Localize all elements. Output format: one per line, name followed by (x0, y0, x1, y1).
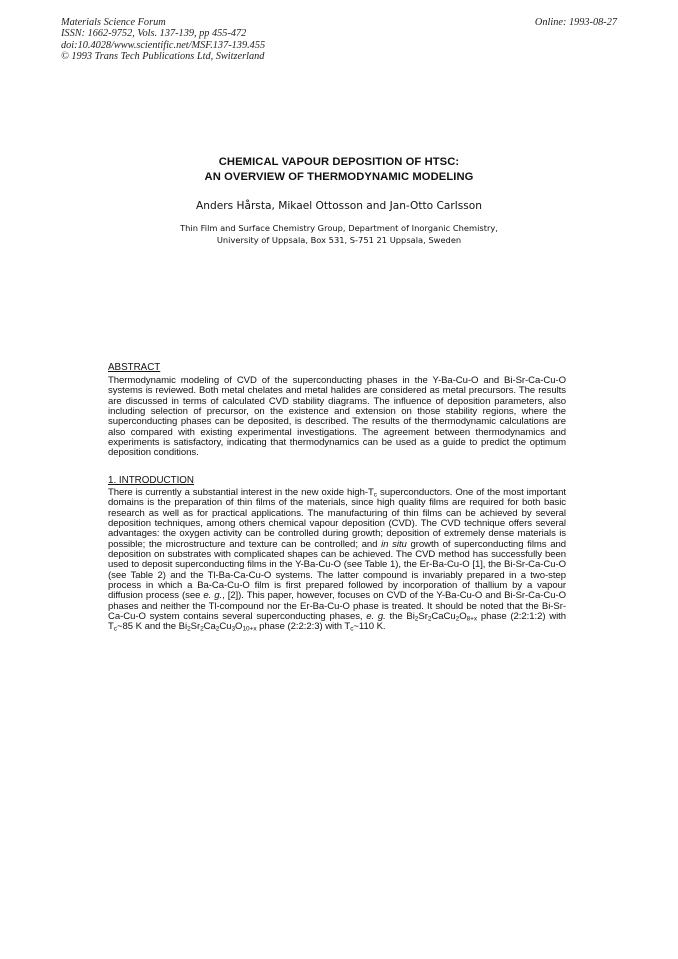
italic-term: e. g. (203, 590, 223, 602)
journal-header (61, 17, 265, 63)
issn-line: ISSN: 1662-9752, Vols. 137-139, pp 455-472 (61, 28, 247, 40)
introduction-text (108, 488, 566, 633)
intro-text-run: Ca (203, 621, 216, 633)
subscript: 2 (427, 615, 432, 623)
title-line-2: AN OVERVIEW OF THERMODYNAMIC MODELING (204, 171, 474, 183)
author-list: Anders Hårsta, Mikael Ottosson and Jan-Otto Carlsson (196, 200, 482, 212)
intro-text-run: phase (2:2:1:2) with T (108, 611, 567, 633)
intro-text-run: There is currently a substantial interest in the new oxide high-T (108, 487, 374, 498)
intro-text-run: the Bi (385, 611, 415, 623)
intro-text-run: Sr (190, 621, 201, 633)
italic-term: e. g. (366, 611, 386, 623)
affiliation (0, 222, 678, 246)
italic-term: in situ (381, 538, 407, 550)
subscript: c (113, 625, 117, 633)
subscript: 3 (231, 625, 236, 633)
online-date (535, 17, 617, 28)
journal-name: Materials Science Forum (61, 17, 166, 28)
intro-text-run: ~85 K and the Bi (117, 621, 188, 633)
online-date-text: Online: 1993-08-27 (534, 17, 617, 28)
doi-line[interactable]: doi:10.4028/www.scientific.net/MSF.137-139.455 (61, 39, 266, 51)
intro-text-run: , [2]). This paper, however, focuses on CVD of the Y-Ba-Cu-O and Bi-Sr-Ca-Cu-O phases and neither the Tl-compound nor the Er-Ba-Cu-O phase is treated. It should be noted that the Bi-Sr-Ca-Cu-O system contains several superconducting phases, (108, 590, 567, 623)
paper-title (0, 155, 678, 185)
title-line-1: CHEMICAL VAPOUR DEPOSITION OF HTSC: (218, 156, 460, 168)
subscript: c (373, 491, 377, 499)
subscript: 2 (455, 615, 460, 623)
subscript: 10+x (242, 625, 257, 633)
abstract-text: Thermodynamic modeling of CVD of the superconducting phases in the Y-Ba-Cu-O and Bi-Sr-Ca-Cu-O systems is reviewed. Both metal chelates and metal halides are considered as metal precursors. The results are discussed in terms of calculated CVD stability diagrams. The influence of deposition parameters, also including selection of precursor, on the existence and extension on those stability regions, where the superconducting phases can be deposited, is described. The results of the thermodynamic calculations are also compared with existing experimental investigations. The agreement between thermodynamics and experiments is satisfactory, indicating that thermodynamics can be used as a guide to predict the optimum deposition conditions. (108, 375, 566, 459)
intro-text-run: O (459, 611, 467, 623)
affiliation-line-1: Thin Film and Surface Chemistry Group, Department of Inorganic Chemistry, (180, 223, 498, 233)
affiliation-line-2: University of Uppsala, Box 531, S-751 21 Uppsala, Sweden (216, 235, 462, 245)
intro-text-run: phase (2:2:2:3) with T (256, 621, 351, 633)
intro-text-run: ~110 K. (353, 621, 386, 633)
abstract-heading: ABSTRACT (108, 362, 161, 373)
subscript: 2 (215, 625, 220, 633)
intro-text-run: O (235, 621, 243, 633)
introduction-heading: 1. INTRODUCTION (108, 475, 194, 486)
intro-text-run: Sr (418, 611, 428, 623)
subscript: 8+x (466, 615, 478, 623)
intro-text-run: growth of superconducting films and deposition on substrates with complicated shapes can be achieved. The CVD method has successfully been used to deposit superconducting films in the Y-Ba-Cu-O (see Table 1), the Er-Ba-Cu-O [1], the Bi-Sr-Ca-Cu-O (see Table 2) and the Tl-Ba-Ca-Cu-O systems. The latter compound is invariably prepared in a two-step process in which a Ba-Ca-Cu-O film is first prepared followed by incorporation of thallium by a vapour diffusion process (see (108, 538, 567, 602)
intro-text-run: superconductors. One of the most important domains is the preparation of thin films of the materials, since high quality films are required for both basic research as well as for practical applications. The manufacturing of thin films can be achieved by several deposition techniques, among others chemical vapour deposition (CVD). The CVD technique offers several advantages: the oxygen activity can be controlled during growth; deposition of extremely dense materials is possible; the microstructure and texture can be controlled; and (108, 487, 566, 550)
subscript: 2 (200, 625, 204, 633)
copyright-line: © 1993 Trans Tech Publications Ltd, Switzerland (61, 51, 265, 63)
intro-text-run: Cu (219, 621, 232, 633)
subscript: c (350, 625, 354, 633)
subscript: 2 (414, 615, 419, 623)
subscript: 2 (187, 625, 191, 633)
intro-text-run: CaCu (431, 611, 456, 623)
